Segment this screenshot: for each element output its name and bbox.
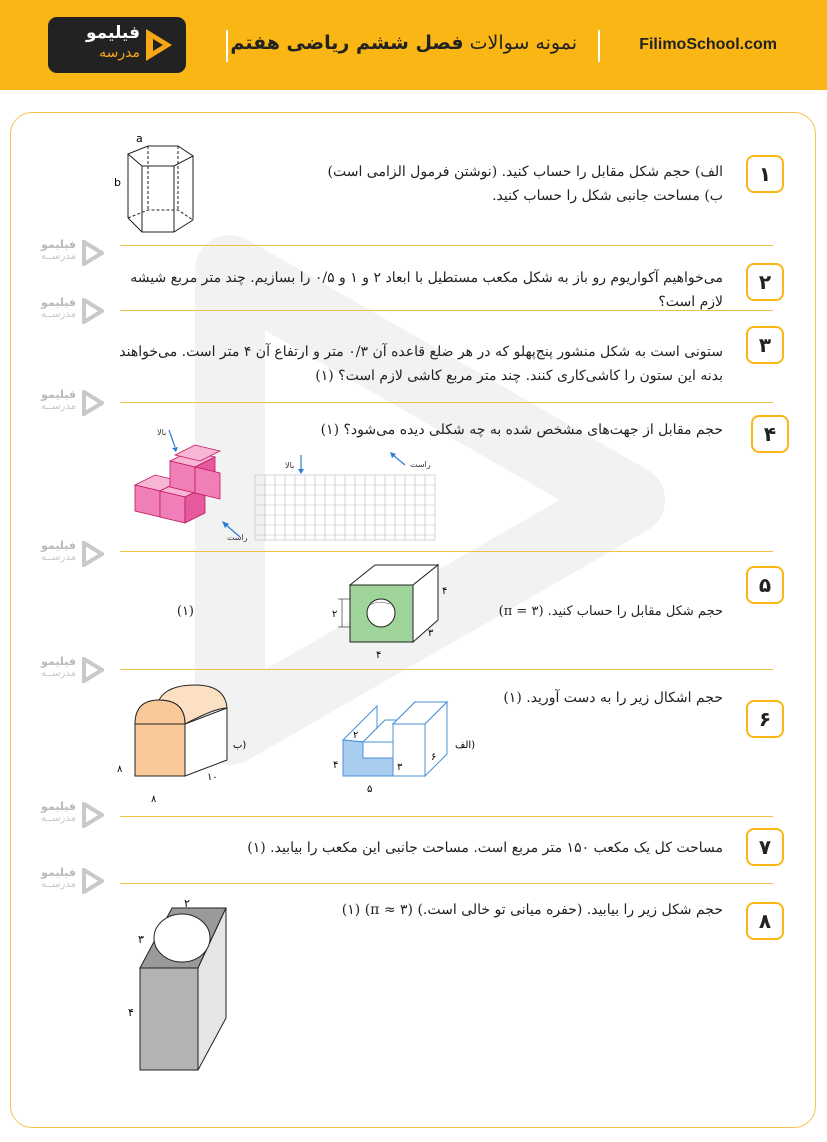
label-a-5: ۵ <box>367 784 373 795</box>
label-b-8-width: ۸ <box>151 794 157 805</box>
dim-label-2: ۲ <box>332 609 338 620</box>
play-logo-icon <box>142 27 176 63</box>
dim-label-4-side: ۴ <box>442 586 448 597</box>
label-be: ب) <box>233 740 247 751</box>
question-number-1: ۱ <box>746 155 784 193</box>
watermark-play-icon <box>82 390 104 416</box>
direction-label-top: بالا <box>157 428 167 437</box>
question-5-score: (۱) <box>176 604 194 619</box>
question-3-line-1: ستونی است به شکل منشور پنج‌پهلو که در هر ضلع قاعده آن ۰/۳ متر و ارتفاع آن ۴ متر است. می‌خواهند <box>119 344 723 360</box>
divider <box>120 310 773 311</box>
watermark-play-icon <box>82 541 104 567</box>
question-3-line-2: بدنه این ستون را کاشی‌کاری کنند. چند متر مربع کاشی لازم است؟ (۱) <box>315 368 723 384</box>
green-block-with-hole-figure <box>330 560 465 665</box>
divider <box>120 669 773 670</box>
watermark-line2: مدرســه <box>40 879 76 890</box>
label-a-4: ۴ <box>333 760 339 771</box>
watermark-line1: فیلیمو <box>41 296 76 309</box>
hexagonal-prism-figure <box>108 132 208 242</box>
question-6-text: حجم اشکال زیر را به دست آورید. (۱) <box>503 690 723 706</box>
page-header <box>0 0 827 90</box>
divider <box>120 551 773 552</box>
divider <box>120 816 773 817</box>
watermark-line1: فیلیمو <box>41 539 76 552</box>
side-watermark <box>30 388 110 418</box>
direction-label-right: راست <box>227 533 248 542</box>
watermark-line1: فیلیمو <box>41 800 76 813</box>
two-solids-figure <box>115 680 485 805</box>
label-radius-3: ۳ <box>138 933 144 946</box>
side-watermark <box>30 655 110 685</box>
dim-label-4-bottom: ۴ <box>376 650 382 661</box>
watermark-line1: فیلیمو <box>41 238 76 251</box>
filimo-school-logo[interactable] <box>48 17 186 73</box>
question-number-7: ۷ <box>746 828 784 866</box>
side-watermark <box>30 539 110 569</box>
watermark-line2: مدرســه <box>40 552 76 563</box>
label-b-10: ۱۰ <box>207 772 218 783</box>
label-b-8-height: ۸ <box>117 764 123 775</box>
question-5-text: حجم شکل مقابل را حساب کنید. (۳ = π) <box>498 604 723 619</box>
watermark-line2: مدرســه <box>40 668 76 679</box>
divider <box>120 402 773 403</box>
label-a-3: ۳ <box>397 762 403 773</box>
header-divider <box>226 30 228 62</box>
label-height-4: ۴ <box>128 1006 134 1019</box>
logo-line1: فیلیمو <box>85 23 140 43</box>
grid-label-right: راست <box>410 460 431 469</box>
watermark-line2: مدرســه <box>40 401 76 412</box>
question-1-line-a: الف) حجم شکل مقابل را حساب کنید. (نوشتن فرمول الزامی است) <box>327 164 723 180</box>
label-a: a <box>136 132 143 145</box>
header-divider <box>598 30 600 62</box>
question-1-text <box>223 160 723 208</box>
site-url[interactable]: FilimoSchool.com <box>639 36 777 53</box>
hollow-block-figure <box>120 898 240 1078</box>
question-7-text: مساحت کل یک مکعب ۱۵۰ متر مربع است. مساحت جانبی این مکعب را بیابید. (۱) <box>247 840 723 856</box>
watermark-line1: فیلیمو <box>41 866 76 879</box>
side-watermark <box>30 296 110 326</box>
dim-label-3: ۳ <box>428 628 434 639</box>
question-number-8: ۸ <box>746 902 784 940</box>
watermark-line1: فیلیمو <box>41 388 76 401</box>
question-number-6: ۶ <box>746 700 784 738</box>
watermark-line2: مدرســه <box>40 251 76 262</box>
question-8-text: حجم شکل زیر را بیابید. (حفره میانی تو خالی است.) (۳ ≈ π) (۱) <box>341 902 723 918</box>
watermark-line2: مدرســه <box>40 813 76 824</box>
watermark-play-icon <box>82 802 104 828</box>
title-prefix: نمونه سوالات <box>469 32 577 54</box>
question-2-text: می‌خواهیم آکواریوم رو باز به شکل مکعب مستطیل با ابعاد ۲ و ۱ و ۰/۵ را بسازیم. چند متر مربع شیشه لازم است؟ <box>130 270 723 310</box>
watermark-play-icon <box>82 657 104 683</box>
watermark-line2: مدرســه <box>40 309 76 320</box>
question-1-line-b: ب) مساحت جانبی شکل را حساب کنید. <box>492 188 723 204</box>
watermark-play-icon <box>82 240 104 266</box>
side-watermark <box>30 800 110 830</box>
watermark-play-icon <box>82 868 104 894</box>
side-watermark <box>30 238 110 268</box>
pink-cube-solid-figure <box>125 425 445 550</box>
label-width-2: ۲ <box>184 898 190 910</box>
watermark-play-icon <box>82 298 104 324</box>
divider <box>120 883 773 884</box>
page-title <box>230 32 577 54</box>
watermark-line1: فیلیمو <box>41 655 76 668</box>
question-number-2: ۲ <box>746 263 784 301</box>
question-number-3: ۳ <box>746 326 784 364</box>
title-bold: فصل ششم ریاضی هفتم <box>230 32 464 54</box>
divider <box>120 245 773 246</box>
question-4-text: حجم مقابل از جهت‌های مشخص شده به چه شکلی دیده می‌شود؟ (۱) <box>320 422 723 438</box>
side-watermark <box>30 866 110 896</box>
label-alef: الف) <box>455 740 476 751</box>
label-b: b <box>114 176 121 189</box>
question-number-4: ۴ <box>751 415 789 453</box>
grid-label-top: بالا <box>285 461 295 470</box>
label-a-2: ۲ <box>353 730 359 741</box>
question-number-5: ۵ <box>746 566 784 604</box>
label-a-6: ۶ <box>431 752 437 763</box>
question-3-text <box>103 340 723 388</box>
logo-line2: مدرسه <box>99 45 140 61</box>
